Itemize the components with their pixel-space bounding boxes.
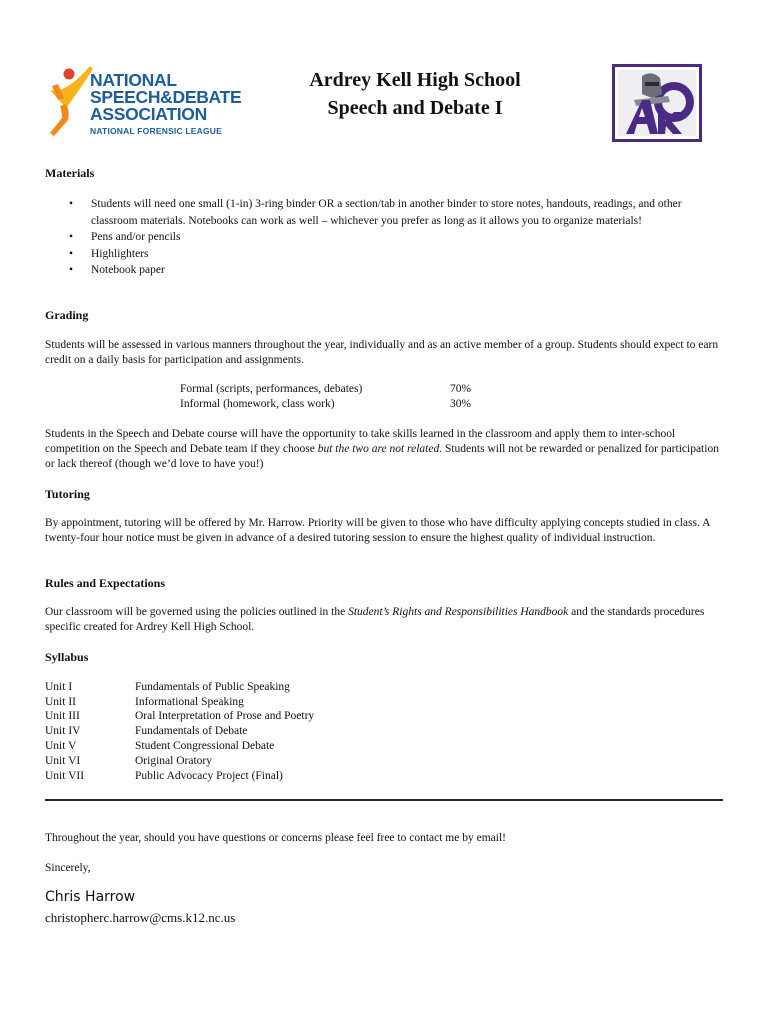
- grade-weight: 70%: [450, 383, 472, 395]
- signature-name: Chris Harrow: [45, 889, 136, 905]
- grade-weight: 30%: [450, 398, 472, 410]
- nsda-line-2: SPEECH&DEBATE: [90, 87, 242, 107]
- handbook-title: Student’s Rights and Responsibilities Handbook: [348, 606, 569, 618]
- unit-title: Oral Interpretation of Prose and Poetry: [135, 710, 315, 722]
- contact-email[interactable]: christopherc.harrow@cms.k12.nc.us: [45, 910, 236, 925]
- school-name: Ardrey Kell High School: [309, 69, 521, 91]
- unit-number: Unit VI: [45, 755, 81, 767]
- nsda-logo: [44, 64, 244, 140]
- grading-note-text: Students in the Speech and Debate course will have the opportunity to take skills learned in the classroom and apply them to inter-school competition on the Speech and Debate team if they choose: [45, 428, 676, 455]
- grading-heading: Grading: [45, 308, 89, 322]
- grading-intro: Students will be assessed in various manners throughout the year, individually and as an active member of a group. Students should expect to earn credit on a daily basis for participation and assignments.: [45, 339, 719, 366]
- unit-title: Public Advocacy Project (Final): [135, 770, 283, 782]
- unit-number: Unit II: [45, 696, 76, 708]
- grade-category: Formal (scripts, performances, debates): [180, 383, 363, 395]
- unit-title: Fundamentals of Debate: [135, 725, 248, 737]
- list-item: • Pens and/or pencils: [45, 229, 725, 246]
- section-divider: [45, 799, 723, 801]
- syllabus-row: [45, 769, 283, 784]
- closing-text: Throughout the year, should you have questions or concerns please feel free to contact me by email!: [45, 832, 506, 844]
- unit-number: Unit V: [45, 740, 77, 752]
- document-title: [250, 66, 580, 122]
- syllabus-row: [45, 680, 290, 695]
- syllabus-heading: Syllabus: [45, 650, 89, 664]
- tutoring-text: By appointment, tutoring will be offered by Mr. Harrow. Priority will be given to those who have difficulty applying concepts studied in class. A twenty-four hour notice must be given in advance of a desired tutoring session to ensure the highest quality of individual instruction.: [45, 517, 710, 544]
- unit-title: Original Oratory: [135, 755, 212, 767]
- unit-title: Informational Speaking: [135, 696, 244, 708]
- rules-text: [45, 605, 723, 635]
- speaker-figure-icon: [44, 64, 94, 140]
- knight-mascot-icon: [612, 64, 702, 142]
- unit-number: Unit III: [45, 710, 80, 722]
- unit-number: Unit VII: [45, 770, 85, 782]
- rules-text-start: Our classroom will be governed using the policies outlined in the: [45, 606, 349, 618]
- grade-row: [180, 382, 471, 397]
- syllabus-row: [45, 754, 212, 769]
- course-name: Speech and Debate I: [327, 97, 503, 119]
- grading-note-text-end: Students will not be rewarded or penalized for participation or lack thereof (though we’d love to have you!): [45, 443, 719, 470]
- rules-text-end: and the standards procedures specific created for Ardrey Kell High School.: [45, 606, 705, 633]
- unit-number: Unit IV: [45, 725, 81, 737]
- unit-title: Student Congressional Debate: [135, 740, 275, 752]
- syllabus-row: [45, 724, 247, 739]
- unit-number: Unit I: [45, 681, 73, 693]
- syllabus-row: [45, 695, 244, 710]
- materials-list: [45, 196, 725, 279]
- nsda-line-3: ASSOCIATION: [90, 104, 207, 124]
- tutoring-heading: Tutoring: [45, 487, 90, 501]
- list-item: • Highlighters: [45, 246, 725, 263]
- syllabus-row: [45, 739, 274, 754]
- list-item: • Notebook paper: [45, 262, 725, 279]
- signoff: Sincerely,: [45, 862, 91, 874]
- nsda-line-1: NATIONAL: [90, 70, 177, 90]
- nsda-subline: NATIONAL FORENSIC LEAGUE: [90, 126, 222, 136]
- grading-note: [45, 427, 723, 472]
- grade-category: Informal (homework, class work): [180, 398, 335, 410]
- grading-note-emphasis: but the two are not related.: [317, 443, 443, 455]
- unit-title: Fundamentals of Public Speaking: [135, 681, 290, 693]
- rules-heading: Rules and Expectations: [45, 576, 166, 590]
- syllabus-row: [45, 709, 314, 724]
- materials-heading: Materials: [45, 166, 95, 180]
- grade-row: [180, 397, 471, 412]
- list-item: • Students will need one small (1-in) 3-ring binder OR a section/tab in another binder to store notes, handouts, readings, and other classroom materials. Notebooks can work as well – whichever you prefer as long as it allows you to organize materials!: [45, 196, 725, 229]
- nsda-wordmark: [90, 72, 241, 136]
